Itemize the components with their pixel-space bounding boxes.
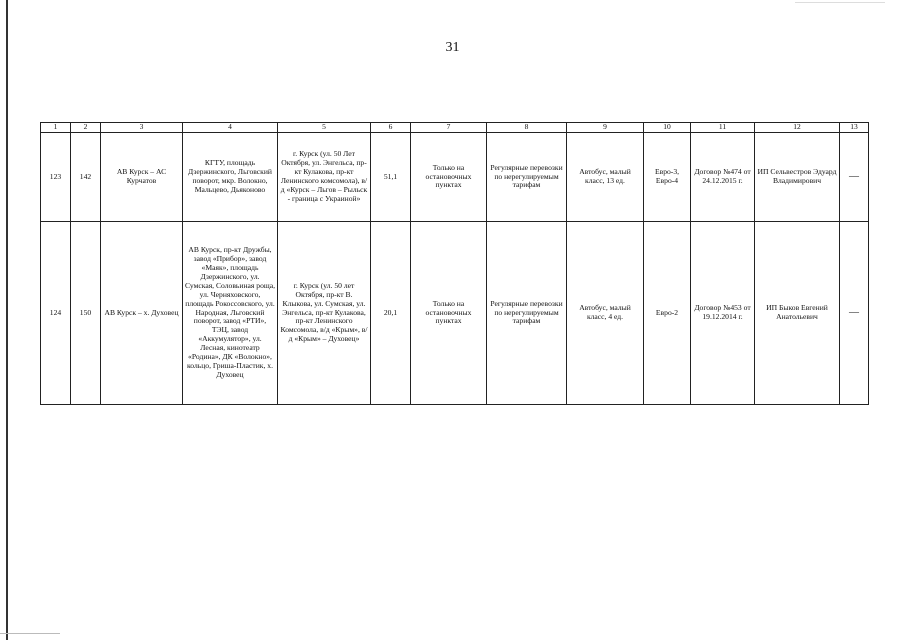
table-row (41, 222, 869, 405)
cell-vehicles: Автобус, малый класс, 4 ед. (567, 222, 644, 405)
column-header: 1 (41, 123, 71, 133)
cell-contract: Договор №474 от 24.12.2015 г. (691, 133, 755, 222)
cell-route-number: 142 (71, 133, 101, 222)
cell-carrier: ИП Быков Евгений Анатольевич (755, 222, 840, 405)
cell-eco-class: Евро-3, Евро-4 (644, 133, 691, 222)
cell-length: 20,1 (371, 222, 411, 405)
cell-transport-type: Регулярные перевозки по нерегулируемым тарифам (487, 133, 567, 222)
cell-row-number: 123 (41, 133, 71, 222)
column-header: 11 (691, 123, 755, 133)
column-header: 12 (755, 123, 840, 133)
column-header: 6 (371, 123, 411, 133)
cell-length: 51,1 (371, 133, 411, 222)
cell-streets: г. Курск (ул. 50 лет Октября, пр-кт В. Клыкова, ул. Сумская, ул. Энгельса, пр-кт Кулакова, пр-кт Ленинского Комсомола, в/д «Крым», в/д «Крым» – Духовец» (278, 222, 371, 405)
cell-route-name: АВ Курск – х. Духовец (101, 222, 183, 405)
cell-route-name: АВ Курск – АС Курчатов (101, 133, 183, 222)
cell-contract: Договор №453 от 19.12.2014 г. (691, 222, 755, 405)
cell-row-number: 124 (41, 222, 71, 405)
column-header: 2 (71, 123, 101, 133)
cell-vehicles: Автобус, малый класс, 13 ед. (567, 133, 644, 222)
cell-carrier: ИП Сельвестров Эдуард Владимирович (755, 133, 840, 222)
header-row (41, 123, 869, 133)
column-header: 7 (411, 123, 487, 133)
column-header: 9 (567, 123, 644, 133)
cell-streets: г. Курск (ул. 50 Лет Октября, ул. Энгельса, пр-кт Кулакова, пр-кт Ленинского комсомола), в/д «Курск – Льгов – Рыльск - граница с Украиной» (278, 133, 371, 222)
cell-boarding-order: Только на остановочных пунктах (411, 222, 487, 405)
scan-artifact-top (795, 2, 885, 3)
page-number: 31 (445, 40, 460, 55)
cell-intermediate-stops: КГТУ, площадь Дзержинского, Льговский поворот, мкр. Волокно, Мальцево, Дьяконово (183, 133, 278, 222)
cell-route-number: 150 (71, 222, 101, 405)
column-header: 13 (840, 123, 869, 133)
column-header: 3 (101, 123, 183, 133)
cell-notes: — (840, 222, 869, 405)
column-header: 8 (487, 123, 567, 133)
cell-boarding-order: Только на остановочных пунктах (411, 133, 487, 222)
cell-transport-type: Регулярные перевозки по нерегулируемым тарифам (487, 222, 567, 405)
table-row (41, 133, 869, 222)
cell-intermediate-stops: АВ Курск, пр-кт Дружбы, завод «Прибор», завод «Маяк», площадь Дзержинского, ул. Сумская, Соловьиная роща, ул. Черняховского, площадь Рокоссовского, ул. Народная, Льговский поворот, завод «РТИ», ТЭЦ, завод «Аккумулятор», ул. Лесная, кинотеатр «Родина», ДК «Волокно», кольцо, Гриша-Пластик, х. Духовец (183, 222, 278, 405)
cell-notes: — (840, 133, 869, 222)
routes-table (40, 122, 869, 405)
column-header: 4 (183, 123, 278, 133)
cell-eco-class: Евро-2 (644, 222, 691, 405)
scan-artifact-bottom (0, 633, 60, 634)
column-header: 10 (644, 123, 691, 133)
scan-left-edge (6, 0, 8, 640)
column-header: 5 (278, 123, 371, 133)
